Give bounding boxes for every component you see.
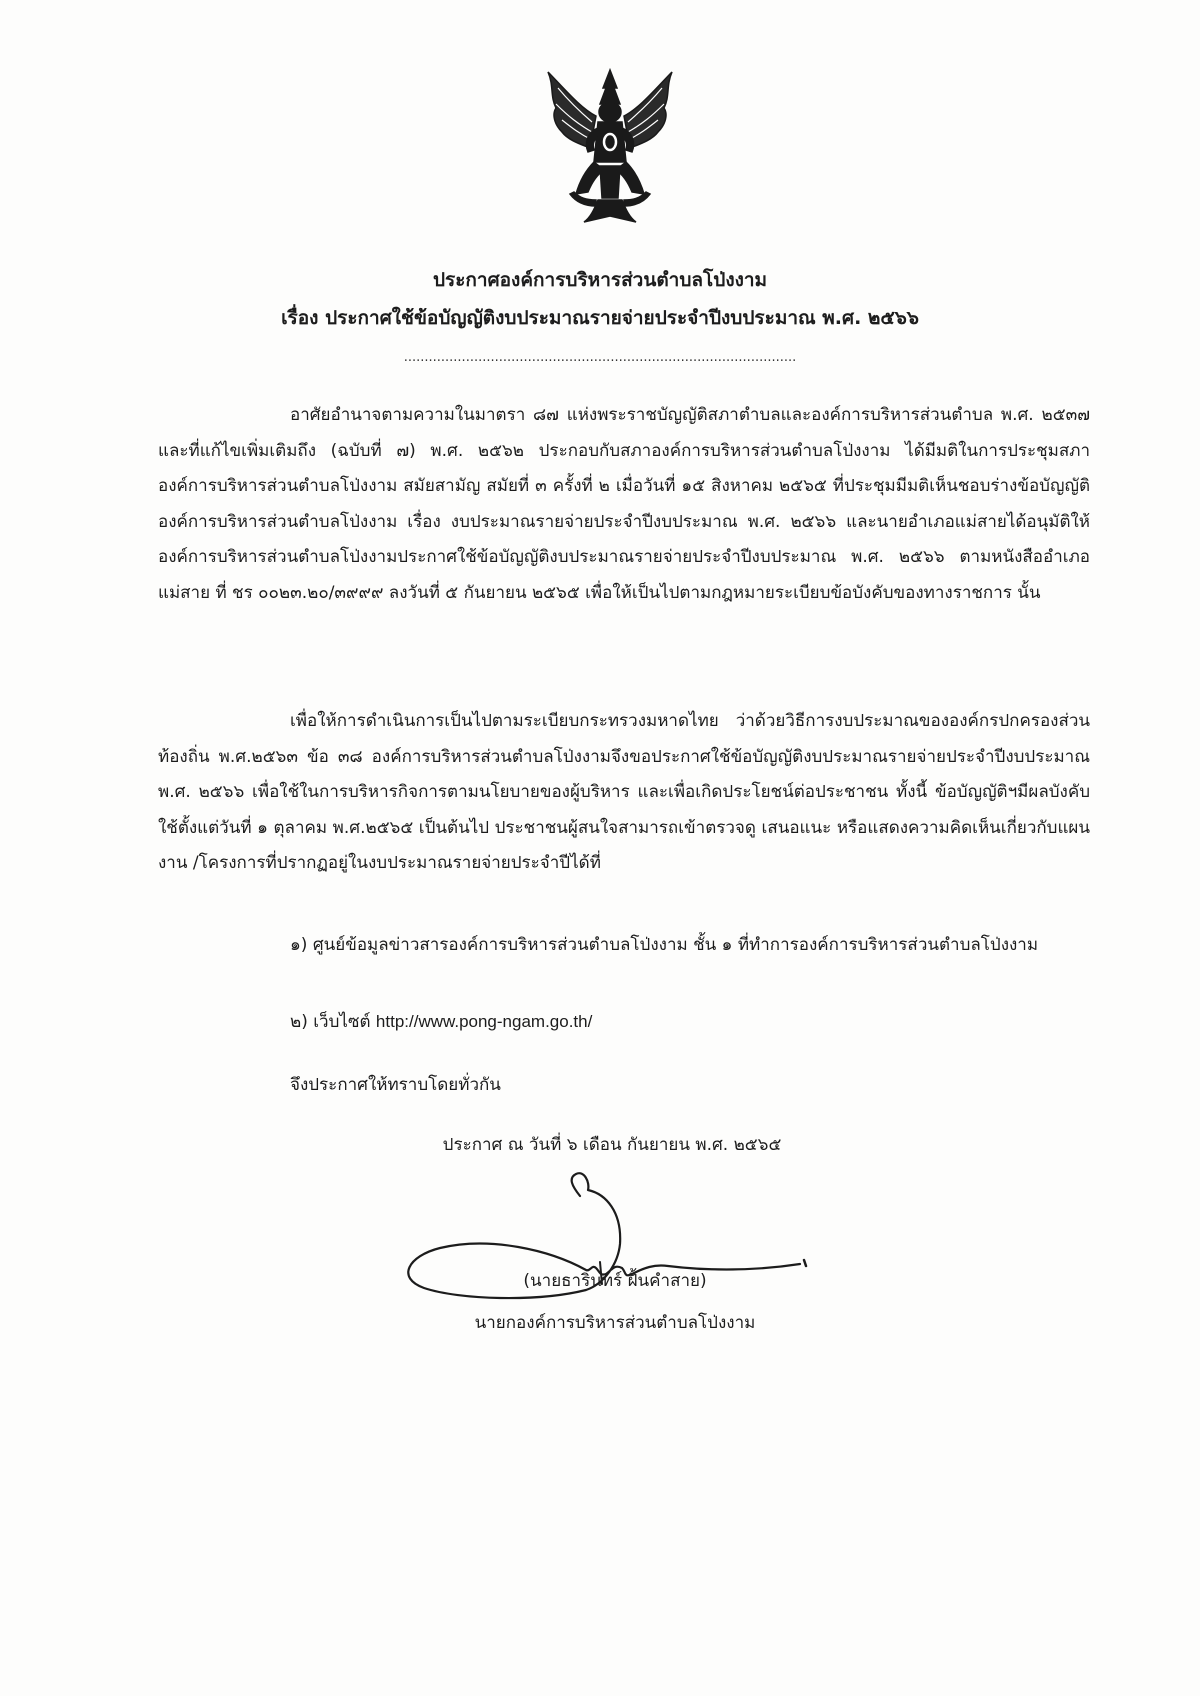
announcement-date: ประกาศ ณ วันที่ ๖ เดือน กันยายน พ.ศ. ๒๕๖๕ [442,1135,782,1155]
signer-title: นายกองค์การบริหารส่วนตำบลโป่งงาม [474,1313,756,1333]
signer-name: (นายธารินทร์ ฝั้นคำสาย) [523,1271,707,1291]
list-item-website [290,1004,990,1041]
list-item-info-center: ๑) ศูนย์ข้อมูลข่าวสารองค์การบริหารส่วนตำบลโป่งงาม ชั้น ๑ ที่ทำการองค์การบริหารส่วนตำบลโป่งงาม [290,935,1039,955]
dotted-divider: ............................................................................................... [403,350,797,365]
announce-statement: จึงประกาศให้ทราบโดยทั่วกัน [290,1075,501,1095]
announcement-subject: เรื่อง ประกาศใช้ข้อบัญญัติงบประมาณรายจ่ายประจำปีงบประมาณ พ.ศ. ๒๕๖๖ [281,307,919,329]
list-item-website-prefix: ๒) เว็บไซต์ [290,1012,376,1032]
announcement-title: ประกาศองค์การบริหารส่วนตำบลโป่งงาม [432,269,768,291]
body-paragraph-1: อาศัยอำนาจตามความในมาตรา ๘๗ แห่งพระราชบัญญัติสภาตำบลและองค์การบริหารส่วนตำบล พ.ศ. ๒๕๓๗ และที่แก้ไขเพิ่มเติมถึง (ฉบับที่ ๗) พ.ศ. ๒๕๖๒ ประกอบกับสภาองค์การบริหารส่วนตำบลโป่งงาม ได้มีมติในการประชุมสภาองค์การบริหารส่วนตำบลโป่งงาม สมัยสามัญ สมัยที่ ๓ ครั้งที่ ๒ เมื่อวันที่ ๑๕ สิงหาคม ๒๕๖๕ ที่ประชุมมีมติเห็นชอบร่างข้อบัญญัติองค์การบริหารส่วนตำบลโป่งงาม เรื่อง งบประมาณรายจ่ายประจำปีงบประมาณ พ.ศ. ๒๕๖๖ และนายอำเภอแม่สายได้อนุมัติให้องค์การบริหารส่วนตำบลโป่งงามประกาศใช้ข้อบัญญัติงบประมาณรายจ่ายประจำปีงบประมาณ พ.ศ. ๒๕๖๖ ตามหนังสืออำเภอแม่สาย ที่ ชร ๐๐๒๓.๒๐/๓๙๙๙ ลงวันที่ ๕ กันยายน ๒๕๖๕ เพื่อให้เป็นไปตามกฎหมายระเบียบข้อบังคับของทางราชการ นั้น [158,405,1090,603]
garuda-emblem-icon [540,66,680,226]
body-paragraph-2: เพื่อให้การดำเนินการเป็นไปตามระเบียบกระทรวงมหาดไทย ว่าด้วยวิธีการงบประมาณขององค์กรปกครองส่วนท้องถิ่น พ.ศ.๒๕๖๓ ข้อ ๓๘ องค์การบริหารส่วนตำบลโป่งงามจึงขอประกาศใช้ข้อบัญญัติงบประมาณรายจ่ายประจำปีงบประมาณ พ.ศ. ๒๕๖๖ เพื่อใช้ในการบริหารกิจการตามนโยบายของผู้บริหาร และเพื่อเกิดประโยชน์ต่อประชาชน ทั้งนี้ ข้อบัญญัติฯมีผลบังคับใช้ตั้งแต่วันที่ ๑ ตุลาคม พ.ศ.๒๕๖๕ เป็นต้นไป ประชาชนผู้สนใจสามารถเข้าตรวจดู เสนอแนะ หรือแสดงความคิดเห็นเกี่ยวกับแผนงาน /โครงการที่ปรากฏอยู่ในงบประมาณรายจ่ายประจำปีได้ที่ [158,711,1090,873]
website-url: http://www.pong-ngam.go.th/ [375,1012,593,1031]
